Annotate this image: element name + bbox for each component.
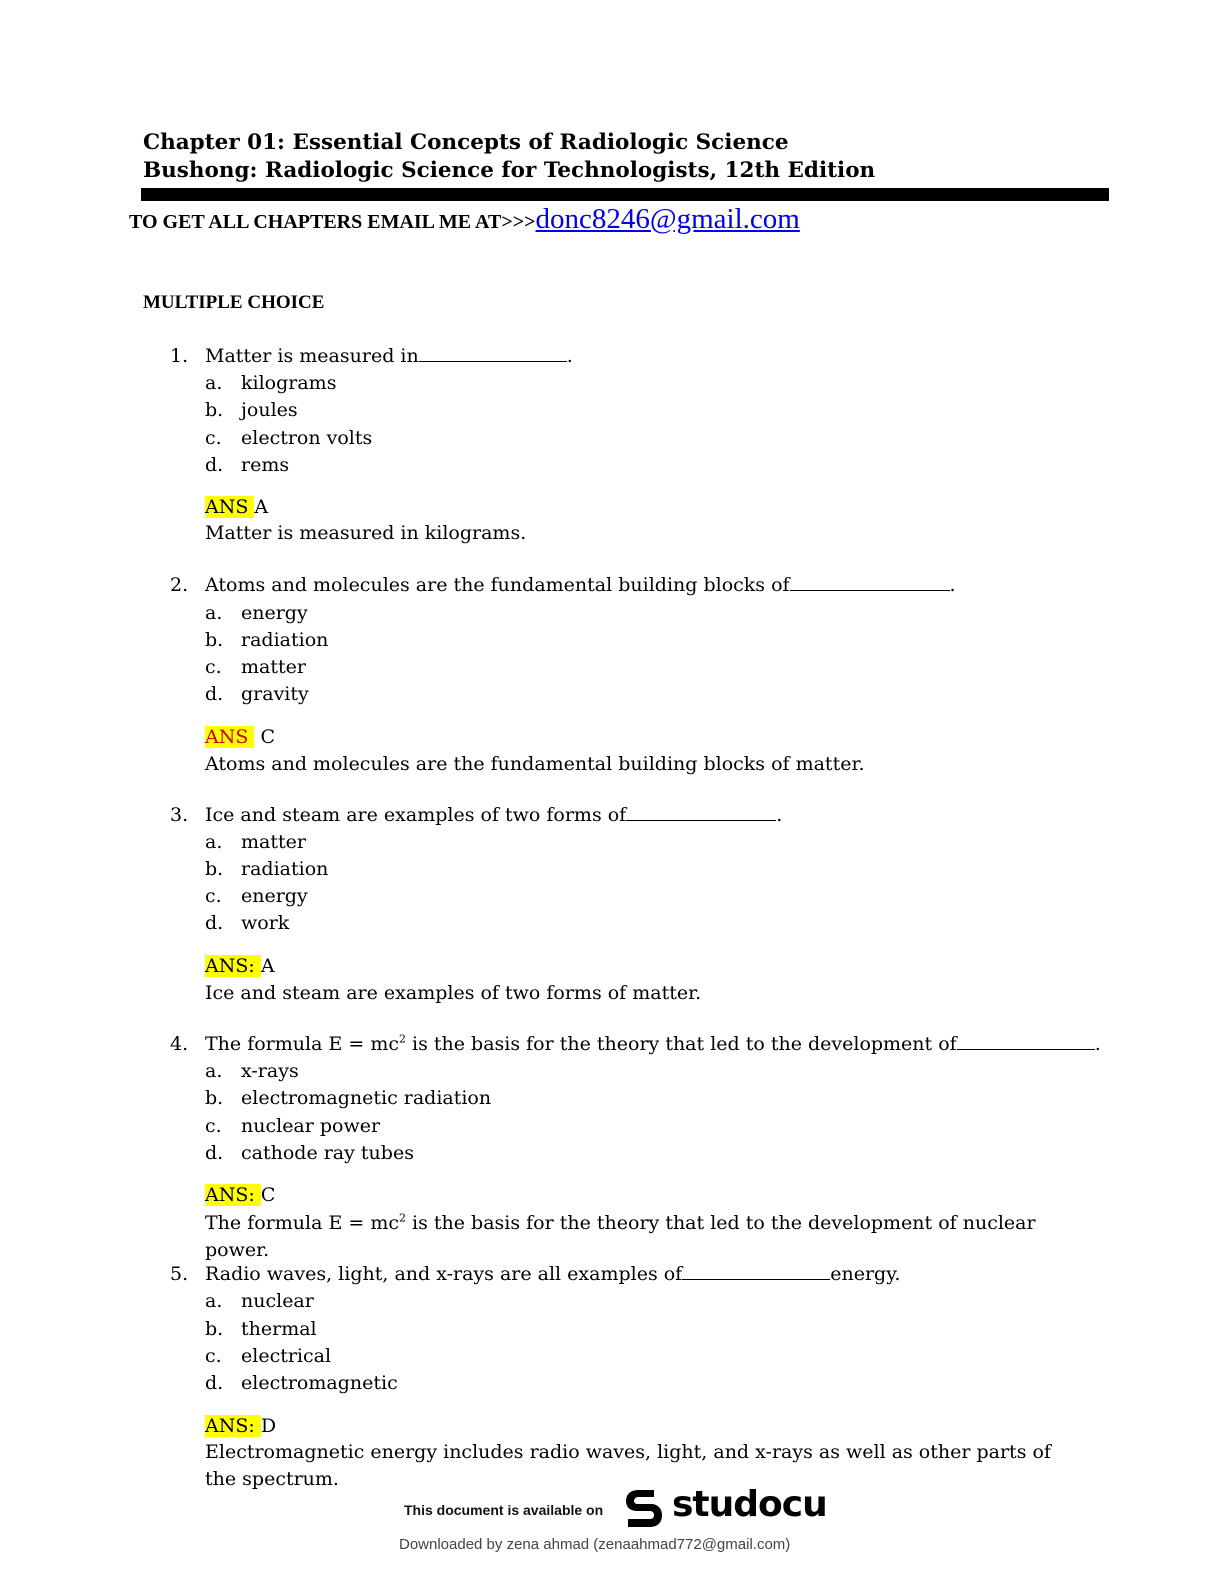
option-a: a. kilograms (205, 372, 337, 394)
book-title: Bushong: Radiologic Science for Technologists, 12th Edition (143, 158, 876, 183)
ans-label: ANS: (205, 1184, 255, 1206)
ans-value: A (254, 496, 269, 518)
stem-end: energy. (830, 1263, 901, 1285)
answer-blank (419, 344, 567, 362)
question-number: 2. (170, 574, 189, 596)
ans-label: ANS: (205, 955, 255, 977)
ans-label: ANS (205, 496, 249, 518)
answer-line (205, 724, 275, 751)
option-a: a. nuclear (205, 1290, 314, 1312)
studocu-brand[interactable]: studocu (672, 1484, 827, 1525)
chapter-title: Chapter 01: Essential Concepts of Radiologic Science (143, 130, 789, 155)
section-title: MULTIPLE CHOICE (143, 292, 325, 313)
stem-end: . (776, 804, 783, 826)
option-b: b. thermal (205, 1318, 317, 1340)
option-d: d. cathode ray tubes (205, 1142, 414, 1164)
stem-end: . (949, 574, 956, 596)
option-c: c. matter (205, 656, 306, 678)
option-a: a. matter (205, 831, 306, 853)
option-c: c. nuclear power (205, 1115, 381, 1137)
question-stem (170, 1031, 1101, 1058)
question-stem (170, 343, 573, 370)
option-d: d. gravity (205, 683, 309, 705)
question-stem (170, 802, 782, 829)
ans-label: ANS: (205, 1415, 255, 1437)
stem-text: Radio waves, light, and x-rays are all examples of (205, 1263, 683, 1285)
answer-blank (626, 803, 776, 821)
answer-line (205, 953, 275, 980)
option-d: d. electromagnetic (205, 1372, 398, 1394)
promo-email-link[interactable]: donc8246@gmail.com (535, 203, 800, 235)
stem-text: Atoms and molecules are the fundamental building blocks of (205, 574, 790, 596)
ans-value: D (260, 1415, 277, 1437)
question-number: 1. (170, 345, 189, 367)
footer-downloaded-by: Downloaded by zena ahmad (zenaahmad772@gmail.com) (399, 1536, 791, 1553)
option-a: a. energy (205, 602, 308, 624)
studocu-logo-icon[interactable] (620, 1484, 668, 1532)
stem-text: The formula E = mc (205, 1033, 399, 1055)
superscript: 2 (398, 1032, 406, 1046)
stem-end: . (1094, 1033, 1101, 1055)
stem-end: . (566, 345, 573, 367)
question-number: 4. (170, 1033, 189, 1055)
option-b: b. radiation (205, 629, 329, 651)
explanation: The formula $E = mc^2$ is the basis for the theory that led to the development of nuclear power. (205, 1211, 1036, 1261)
ans-value: A (260, 955, 275, 977)
question-stem (170, 1261, 900, 1288)
option-b: b. radiation (205, 858, 329, 880)
answer-blank (682, 1262, 830, 1280)
answer-line (205, 494, 268, 521)
option-b: b. electromagnetic radiation (205, 1087, 492, 1109)
explanation: Matter is measured in kilograms. (205, 522, 527, 544)
promo-text: TO GET ALL CHAPTERS EMAIL ME AT>>> (129, 211, 536, 233)
stem-text: Ice and steam are examples of two forms of (205, 804, 627, 826)
answer-line (205, 1413, 276, 1440)
option-c: c. electron volts (205, 427, 373, 449)
ans-value: C (260, 726, 276, 748)
stem-text-cont: is the basis for the theory that led to the development of (405, 1033, 957, 1055)
stem-text: Matter is measured in (205, 345, 419, 367)
option-d: d. rems (205, 454, 290, 476)
option-c: c. electrical (205, 1345, 332, 1367)
option-d: d. work (205, 912, 290, 934)
option-b: b. joules (205, 399, 298, 421)
option-a: a. x-rays (205, 1060, 299, 1082)
question-stem (170, 572, 956, 599)
explanation: Electromagnetic energy includes radio waves, light, and x-rays as well as other parts of the spectrum. (205, 1441, 1051, 1490)
question-number: 3. (170, 804, 189, 826)
option-c: c. energy (205, 885, 308, 907)
answer-blank (790, 573, 950, 591)
ans-label: ANS (205, 726, 249, 748)
explanation: Atoms and molecules are the fundamental building blocks of matter. (205, 753, 865, 775)
explanation: Ice and steam are examples of two forms of matter. (205, 982, 702, 1004)
promo-line (129, 203, 800, 236)
header-rule (141, 188, 1109, 201)
answer-blank (957, 1032, 1095, 1050)
ans-value: C (260, 1184, 276, 1206)
question-number: 5. (170, 1263, 189, 1285)
answer-line (205, 1182, 275, 1209)
footer-available-text: This document is available on (404, 1502, 604, 1518)
